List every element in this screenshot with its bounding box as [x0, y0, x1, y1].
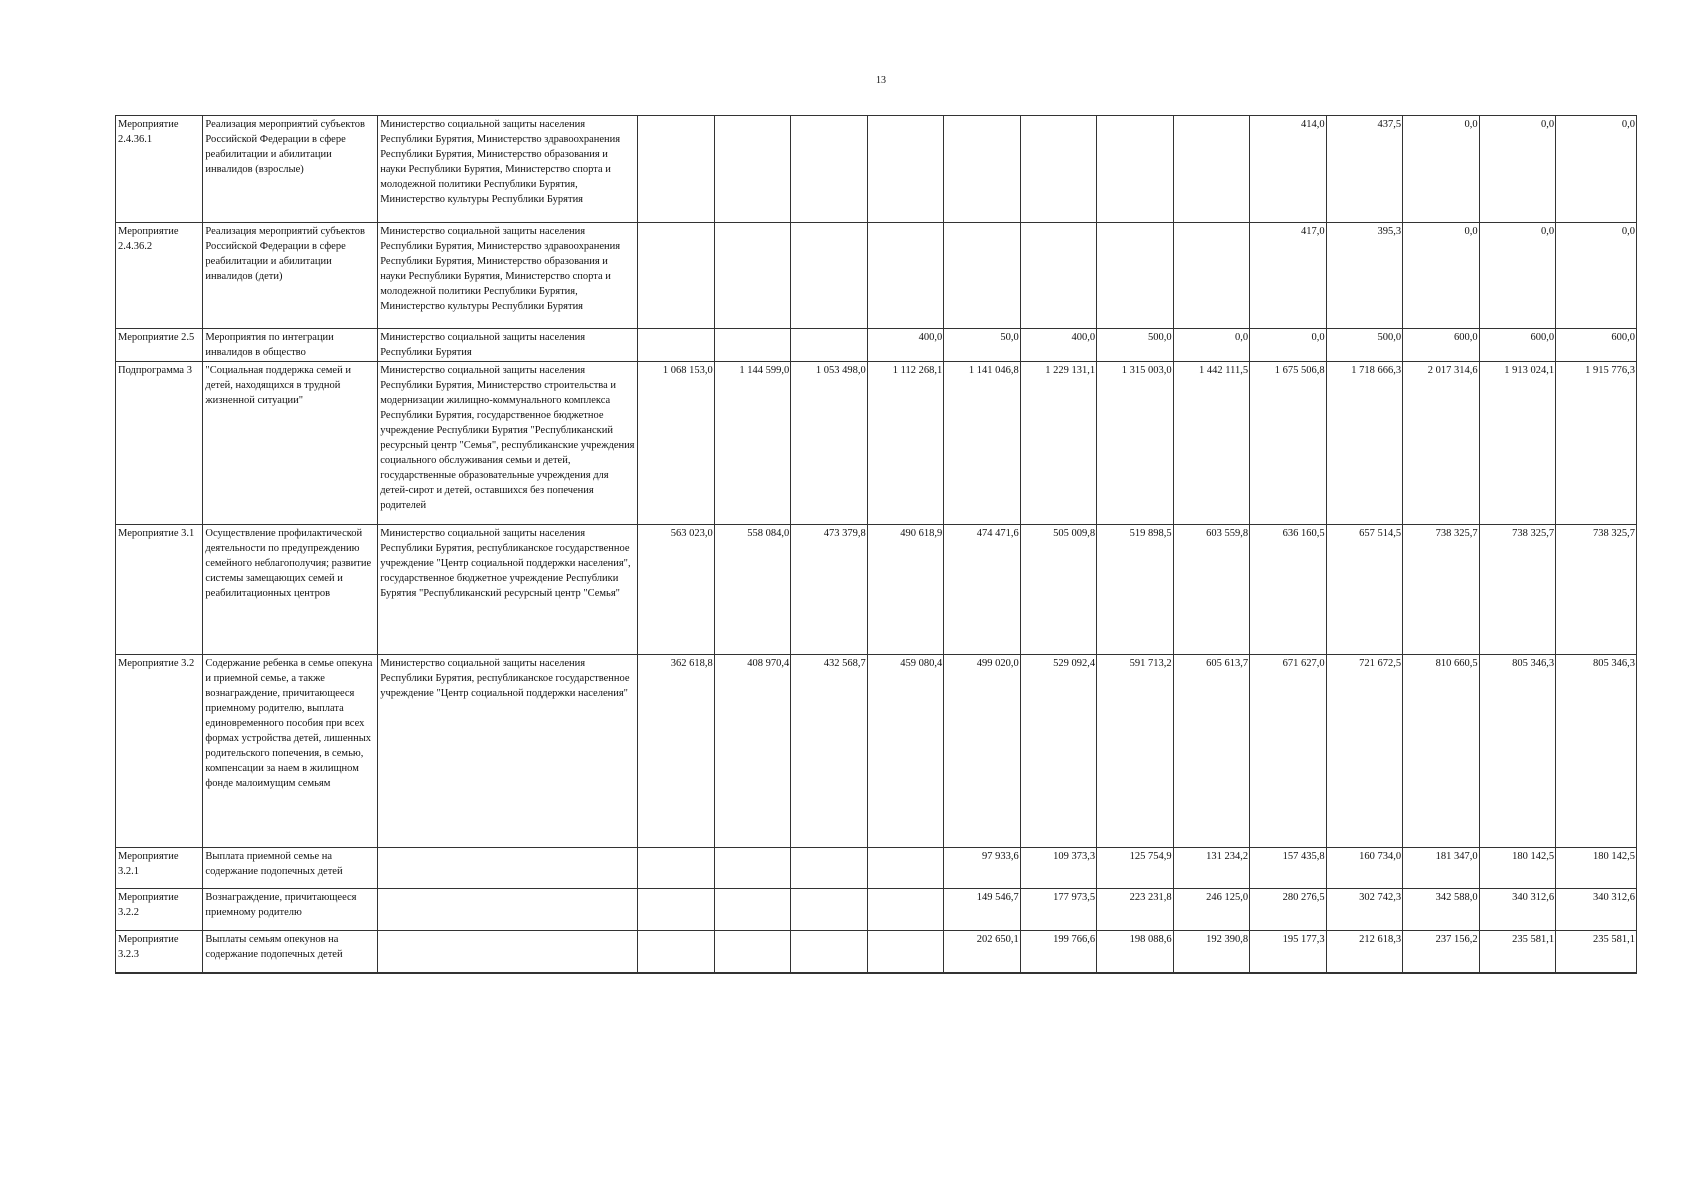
row-executor-cell: Министерство социальной защиты населения Республики Бурятия, республиканское государственное учреждение "Центр социальной поддержки населения"	[378, 655, 638, 848]
table-row	[116, 889, 1637, 931]
row-value-cell: 738 325,7	[1556, 525, 1637, 655]
row-value-cell: 157 435,8	[1250, 848, 1326, 889]
row-value-cell: 302 742,3	[1326, 889, 1402, 931]
page-number: 13	[876, 75, 886, 86]
row-value-cell: 505 009,8	[1020, 525, 1096, 655]
row-value-cell: 474 471,6	[944, 525, 1020, 655]
row-executor-cell: Министерство социальной защиты населения Республики Бурятия, Министерство здравоохранения Республики Бурятия, Министерство образования и науки Республики Бурятия, Министерство спорта и молодежной политики Республики Бурятия, Министерство культуры Республики Бурятия	[378, 223, 638, 329]
row-code-cell: Мероприятие 3.2.2	[116, 889, 203, 931]
row-value-cell: 235 581,1	[1556, 931, 1637, 973]
row-value-cell: 212 618,3	[1326, 931, 1402, 973]
row-code-cell: Мероприятие 3.1	[116, 525, 203, 655]
row-value-cell: 500,0	[1097, 329, 1173, 362]
row-value-cell: 600,0	[1479, 329, 1555, 362]
row-value-cell: 342 588,0	[1403, 889, 1479, 931]
row-value-cell: 414,0	[1250, 116, 1326, 223]
row-value-cell: 149 546,7	[944, 889, 1020, 931]
row-title-cell: "Социальная поддержка семей и детей, находящихся в трудной жизненной ситуации"	[203, 362, 378, 525]
row-value-cell	[714, 116, 790, 223]
row-code-cell: Мероприятие 3.2	[116, 655, 203, 848]
row-value-cell: 125 754,9	[1097, 848, 1173, 889]
row-value-cell: 600,0	[1403, 329, 1479, 362]
row-value-cell: 181 347,0	[1403, 848, 1479, 889]
row-executor-cell: Министерство социальной защиты населения Республики Бурятия, республиканское государственное учреждение "Центр социальной поддержки населения", государственное бюджетное учреждение Республики Бурятия "Республиканский ресурсный центр "Семья"	[378, 525, 638, 655]
row-value-cell: 417,0	[1250, 223, 1326, 329]
row-value-cell: 605 613,7	[1173, 655, 1249, 848]
table-row	[116, 655, 1637, 848]
table-row	[116, 931, 1637, 973]
row-title-cell: Осуществление профилактической деятельности по предупреждению семейного неблагополучия; развитие системы замещающих семей и реабилитационных центров	[203, 525, 378, 655]
row-value-cell: 490 618,9	[867, 525, 943, 655]
row-value-cell	[714, 223, 790, 329]
row-value-cell: 1 112 268,1	[867, 362, 943, 525]
row-value-cell	[1173, 223, 1249, 329]
row-code-cell: Мероприятие 2.5	[116, 329, 203, 362]
row-value-cell: 499 020,0	[944, 655, 1020, 848]
row-value-cell	[791, 848, 867, 889]
row-executor-cell: Министерство социальной защиты населения Республики Бурятия, Министерство строительства и модернизации жилищно-коммунального комплекса Республики Бурятия, государственное бюджетное учреждение Республики Бурятия "Республиканский ресурсный центр "Семья", республиканские учреждения социального обслуживания семьи и детей, государственные образовательные учреждения для детей-сирот и детей, оставшихся без попечения родителей	[378, 362, 638, 525]
row-value-cell: 160 734,0	[1326, 848, 1402, 889]
row-value-cell: 500,0	[1326, 329, 1402, 362]
row-value-cell: 0,0	[1250, 329, 1326, 362]
row-value-cell: 591 713,2	[1097, 655, 1173, 848]
table-row	[116, 848, 1637, 889]
row-value-cell: 237 156,2	[1403, 931, 1479, 973]
row-value-cell: 1 141 046,8	[944, 362, 1020, 525]
row-code-cell: Мероприятие 3.2.1	[116, 848, 203, 889]
row-value-cell: 400,0	[867, 329, 943, 362]
row-value-cell: 738 325,7	[1403, 525, 1479, 655]
row-value-cell: 1 144 599,0	[714, 362, 790, 525]
row-value-cell: 671 627,0	[1250, 655, 1326, 848]
row-value-cell: 1 442 111,5	[1173, 362, 1249, 525]
row-value-cell: 805 346,3	[1556, 655, 1637, 848]
row-value-cell	[1020, 116, 1096, 223]
row-value-cell: 198 088,6	[1097, 931, 1173, 973]
row-value-cell: 473 379,8	[791, 525, 867, 655]
row-value-cell: 805 346,3	[1479, 655, 1555, 848]
row-value-cell: 563 023,0	[638, 525, 714, 655]
row-value-cell: 177 973,5	[1020, 889, 1096, 931]
row-value-cell	[1020, 223, 1096, 329]
row-value-cell	[1097, 116, 1173, 223]
row-value-cell: 603 559,8	[1173, 525, 1249, 655]
row-value-cell: 1 675 506,8	[1250, 362, 1326, 525]
row-value-cell: 180 142,5	[1556, 848, 1637, 889]
row-value-cell: 600,0	[1556, 329, 1637, 362]
row-value-cell: 1 053 498,0	[791, 362, 867, 525]
row-value-cell: 0,0	[1556, 116, 1637, 223]
row-value-cell: 519 898,5	[1097, 525, 1173, 655]
row-value-cell	[714, 848, 790, 889]
row-executor-cell: Министерство социальной защиты населения Республики Бурятия	[378, 329, 638, 362]
row-value-cell: 432 568,7	[791, 655, 867, 848]
row-value-cell: 558 084,0	[714, 525, 790, 655]
row-executor-cell	[378, 848, 638, 889]
table-row	[116, 223, 1637, 329]
row-value-cell	[714, 889, 790, 931]
row-value-cell: 50,0	[944, 329, 1020, 362]
row-title-cell: Мероприятия по интеграции инвалидов в общество	[203, 329, 378, 362]
row-title-cell: Выплаты семьям опекунов на содержание подопечных детей	[203, 931, 378, 973]
row-value-cell: 223 231,8	[1097, 889, 1173, 931]
row-value-cell: 340 312,6	[1556, 889, 1637, 931]
row-title-cell: Выплата приемной семье на содержание подопечных детей	[203, 848, 378, 889]
row-value-cell: 400,0	[1020, 329, 1096, 362]
row-value-cell: 340 312,6	[1479, 889, 1555, 931]
row-value-cell: 721 672,5	[1326, 655, 1402, 848]
row-value-cell: 1 315 003,0	[1097, 362, 1173, 525]
row-executor-cell	[378, 931, 638, 973]
row-value-cell: 131 234,2	[1173, 848, 1249, 889]
row-value-cell	[714, 931, 790, 973]
row-code-cell: Мероприятие 2.4.36.2	[116, 223, 203, 329]
row-value-cell	[867, 116, 943, 223]
row-value-cell: 636 160,5	[1250, 525, 1326, 655]
budget-table	[115, 115, 1637, 974]
table-row	[116, 329, 1637, 362]
row-value-cell	[867, 931, 943, 973]
row-code-cell: Подпрограмма 3	[116, 362, 203, 525]
row-title-cell: Реализация мероприятий субъектов Российской Федерации в сфере реабилитации и абилитации инвалидов (взрослые)	[203, 116, 378, 223]
row-value-cell: 180 142,5	[1479, 848, 1555, 889]
row-value-cell: 0,0	[1556, 223, 1637, 329]
row-value-cell	[1173, 116, 1249, 223]
row-title-cell: Вознаграждение, причитающееся приемному родителю	[203, 889, 378, 931]
row-executor-cell: Министерство социальной защиты населения Республики Бурятия, Министерство здравоохранения Республики Бурятия, Министерство образования и науки Республики Бурятия, Министерство спорта и молодежной политики Республики Бурятия, Министерство культуры Республики Бурятия	[378, 116, 638, 223]
table-row	[116, 525, 1637, 655]
row-value-cell: 1 913 024,1	[1479, 362, 1555, 525]
row-value-cell: 0,0	[1479, 223, 1555, 329]
row-value-cell	[944, 116, 1020, 223]
row-value-cell	[791, 329, 867, 362]
row-value-cell	[944, 223, 1020, 329]
row-value-cell: 459 080,4	[867, 655, 943, 848]
row-value-cell	[867, 889, 943, 931]
table-row	[116, 116, 1637, 223]
row-value-cell: 0,0	[1479, 116, 1555, 223]
row-code-cell: Мероприятие 2.4.36.1	[116, 116, 203, 223]
row-value-cell	[638, 889, 714, 931]
row-value-cell: 437,5	[1326, 116, 1402, 223]
table-row	[116, 362, 1637, 525]
row-value-cell	[791, 889, 867, 931]
row-value-cell: 1 915 776,3	[1556, 362, 1637, 525]
row-value-cell: 1 718 666,3	[1326, 362, 1402, 525]
row-value-cell	[638, 931, 714, 973]
row-value-cell: 738 325,7	[1479, 525, 1555, 655]
row-value-cell: 0,0	[1403, 223, 1479, 329]
row-value-cell: 657 514,5	[1326, 525, 1402, 655]
row-value-cell	[791, 223, 867, 329]
row-executor-cell	[378, 889, 638, 931]
row-title-cell: Реализация мероприятий субъектов Российской Федерации в сфере реабилитации и абилитации инвалидов (дети)	[203, 223, 378, 329]
row-code-cell: Мероприятие 3.2.3	[116, 931, 203, 973]
row-value-cell	[638, 116, 714, 223]
row-value-cell: 2 017 314,6	[1403, 362, 1479, 525]
row-title-cell: Содержание ребенка в семье опекуна и приемной семье, а также вознаграждение, причитающееся приемному родителю, выплата единовременного пособия при всех формах устройства детей, лишенных родительского попечения, в семью, компенсации за наем в жилищном фонде малоимущим семьям	[203, 655, 378, 848]
row-value-cell: 97 933,6	[944, 848, 1020, 889]
row-value-cell	[638, 329, 714, 362]
row-value-cell	[1097, 223, 1173, 329]
row-value-cell: 810 660,5	[1403, 655, 1479, 848]
row-value-cell	[714, 329, 790, 362]
row-value-cell: 235 581,1	[1479, 931, 1555, 973]
row-value-cell: 408 970,4	[714, 655, 790, 848]
row-value-cell	[867, 848, 943, 889]
row-value-cell: 199 766,6	[1020, 931, 1096, 973]
row-value-cell	[638, 223, 714, 329]
row-value-cell: 246 125,0	[1173, 889, 1249, 931]
row-value-cell: 1 229 131,1	[1020, 362, 1096, 525]
row-value-cell	[791, 931, 867, 973]
row-value-cell	[791, 116, 867, 223]
row-value-cell: 1 068 153,0	[638, 362, 714, 525]
row-value-cell: 529 092,4	[1020, 655, 1096, 848]
row-value-cell	[638, 848, 714, 889]
row-value-cell: 195 177,3	[1250, 931, 1326, 973]
row-value-cell: 109 373,3	[1020, 848, 1096, 889]
row-value-cell: 202 650,1	[944, 931, 1020, 973]
row-value-cell: 0,0	[1173, 329, 1249, 362]
row-value-cell: 192 390,8	[1173, 931, 1249, 973]
row-value-cell	[867, 223, 943, 329]
row-value-cell: 280 276,5	[1250, 889, 1326, 931]
row-value-cell: 395,3	[1326, 223, 1402, 329]
row-value-cell: 362 618,8	[638, 655, 714, 848]
row-value-cell: 0,0	[1403, 116, 1479, 223]
